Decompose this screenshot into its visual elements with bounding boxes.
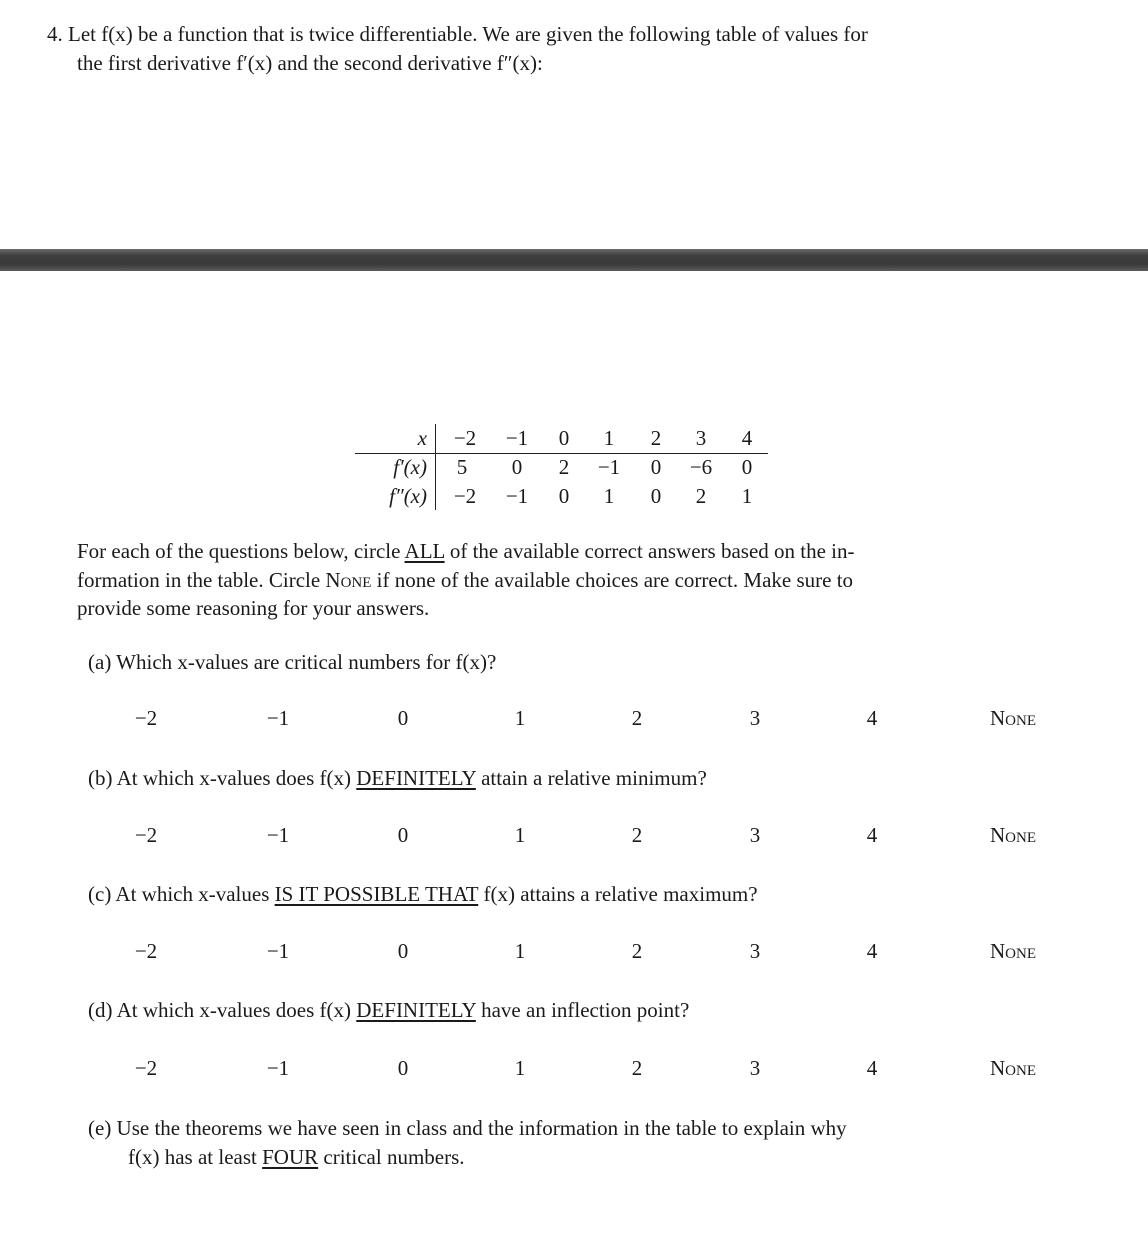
- table-cell-x: −2: [453, 426, 477, 450]
- emphasis-all: ALL: [404, 539, 445, 563]
- emphasis-definitely: DEFINITELY: [356, 998, 476, 1022]
- table-cell-f-prime: 2: [558, 455, 570, 479]
- choice-none[interactable]: None: [990, 1056, 1036, 1080]
- choice-2[interactable]: 2: [631, 706, 643, 730]
- choices-b: [0, 821, 1148, 849]
- choice-neg1[interactable]: −1: [266, 706, 290, 730]
- table-cell-f-double-prime: 2: [695, 484, 707, 508]
- table-cell-x: 0: [558, 426, 570, 450]
- question-d: (d) At which x-values does f(x) DEFINITELY have an inflection point?: [88, 998, 690, 1022]
- table-cell-f-double-prime: 1: [603, 484, 615, 508]
- table-cell-f-prime: 0: [511, 455, 523, 479]
- table-cell-x: 4: [741, 426, 753, 450]
- table-cell-f-double-prime: 0: [558, 484, 570, 508]
- table-cell-f-prime: −6: [689, 455, 713, 479]
- table-cell-f-prime: −1: [597, 455, 621, 479]
- question-e-line-1: (e) Use the theorems we have seen in class and the information in the table to explain why: [88, 1116, 847, 1140]
- page-divider: [0, 249, 1148, 271]
- choice-neg2[interactable]: −2: [134, 823, 158, 847]
- question-a: (a) Which x-values are critical numbers for f(x)?: [88, 650, 497, 674]
- choice-0[interactable]: 0: [397, 1056, 409, 1080]
- instructions-line-2: formation in the table. Circle None if none of the available choices are correct. Make sure to: [77, 568, 854, 592]
- problem-line-1: 4. Let f(x) be a function that is twice differentiable. We are given the following table of values for: [47, 22, 868, 46]
- table-cell-x: −1: [505, 426, 529, 450]
- table-cell-f-prime: 0: [650, 455, 662, 479]
- emphasis-four: FOUR: [262, 1145, 319, 1169]
- choice-4[interactable]: 4: [866, 1056, 878, 1080]
- row-label-f-prime: f′(x): [393, 455, 427, 479]
- table-cell-f-double-prime: −2: [453, 484, 477, 508]
- choice-neg1[interactable]: −1: [266, 823, 290, 847]
- choice-3[interactable]: 3: [749, 939, 761, 963]
- question-b: (b) At which x-values does f(x) DEFINITELY attain a relative minimum?: [88, 766, 707, 790]
- table-cell-x: 2: [650, 426, 662, 450]
- choice-0[interactable]: 0: [397, 706, 409, 730]
- choice-neg2[interactable]: −2: [134, 1056, 158, 1080]
- choice-none[interactable]: None: [990, 706, 1036, 730]
- choice-0[interactable]: 0: [397, 823, 409, 847]
- question-c: (c) At which x-values IS IT POSSIBLE THAT f(x) attains a relative maximum?: [88, 882, 758, 906]
- choice-3[interactable]: 3: [749, 706, 761, 730]
- choice-4[interactable]: 4: [866, 823, 878, 847]
- choice-1[interactable]: 1: [514, 1056, 526, 1080]
- table-cell-f-double-prime: 1: [741, 484, 753, 508]
- question-e-line-2: f(x) has at least FOUR critical numbers.: [128, 1145, 465, 1169]
- choice-neg1[interactable]: −1: [266, 1056, 290, 1080]
- choice-neg2[interactable]: −2: [134, 706, 158, 730]
- emphasis-definitely: DEFINITELY: [356, 766, 476, 790]
- table-cell-x: 1: [603, 426, 615, 450]
- choice-1[interactable]: 1: [514, 823, 526, 847]
- row-label-f-double-prime: f″(x): [389, 484, 427, 508]
- choices-d: [0, 1054, 1148, 1082]
- choice-neg1[interactable]: −1: [266, 939, 290, 963]
- table-cell-f-double-prime: −1: [505, 484, 529, 508]
- choice-1[interactable]: 1: [514, 706, 526, 730]
- emphasis-none: None: [325, 568, 372, 592]
- choice-neg2[interactable]: −2: [134, 939, 158, 963]
- choice-none[interactable]: None: [990, 823, 1036, 847]
- table-cell-f-prime: 5: [456, 455, 468, 479]
- table-cell-x: 3: [695, 426, 707, 450]
- table-cell-f-double-prime: 0: [650, 484, 662, 508]
- instructions-line-1: For each of the questions below, circle ALL of the available correct answers based on the in-: [77, 539, 855, 563]
- table-cell-f-prime: 0: [741, 455, 753, 479]
- choices-c: [0, 937, 1148, 965]
- choices-a: [0, 704, 1148, 732]
- choice-3[interactable]: 3: [749, 823, 761, 847]
- table-vertical-rule: [435, 424, 436, 510]
- choice-2[interactable]: 2: [631, 939, 643, 963]
- choice-3[interactable]: 3: [749, 1056, 761, 1080]
- choice-0[interactable]: 0: [397, 939, 409, 963]
- emphasis-is-it-possible: IS IT POSSIBLE THAT: [274, 882, 479, 906]
- choice-1[interactable]: 1: [514, 939, 526, 963]
- problem-line-2: the first derivative f′(x) and the second derivative f″(x):: [77, 51, 543, 75]
- instructions-line-3: provide some reasoning for your answers.: [77, 596, 430, 620]
- choice-none[interactable]: None: [990, 939, 1036, 963]
- choice-4[interactable]: 4: [866, 706, 878, 730]
- row-label-x: x: [417, 426, 427, 450]
- choice-2[interactable]: 2: [631, 1056, 643, 1080]
- choice-4[interactable]: 4: [866, 939, 878, 963]
- choice-2[interactable]: 2: [631, 823, 643, 847]
- value-table: [355, 424, 770, 510]
